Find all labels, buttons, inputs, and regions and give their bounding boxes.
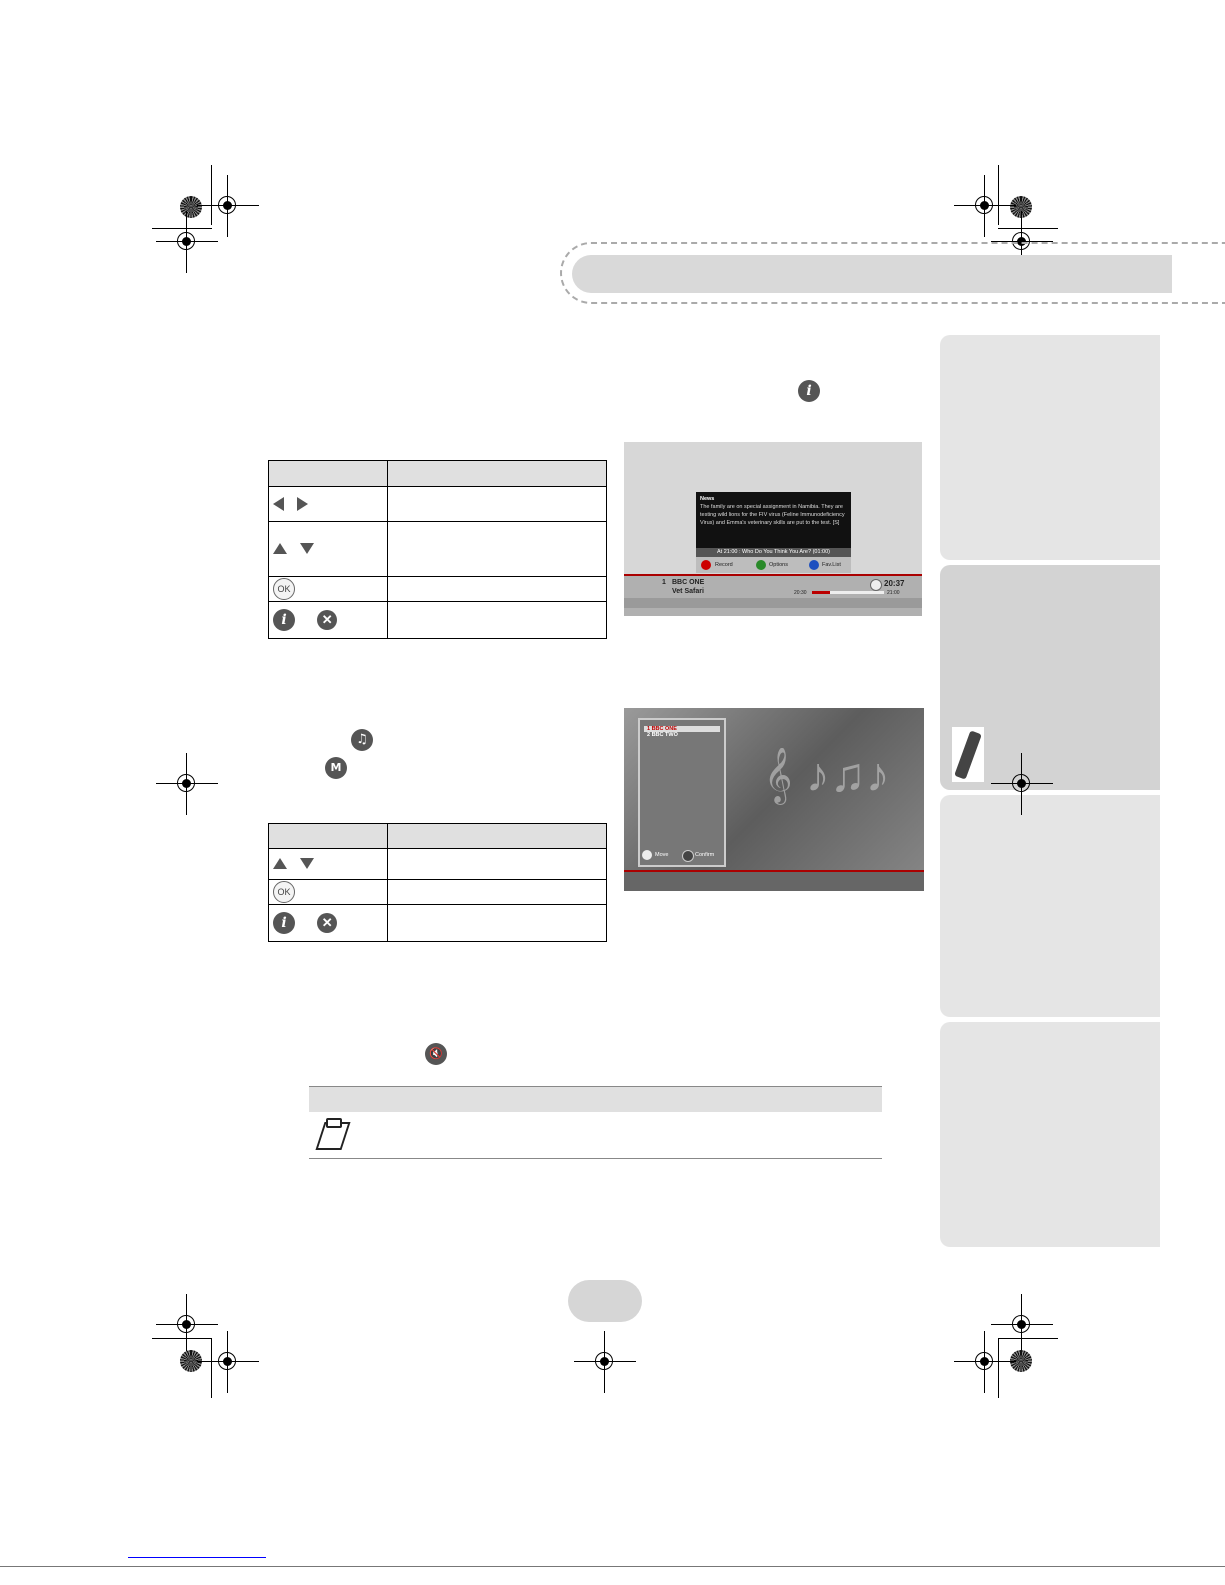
- crop-line: [998, 165, 999, 225]
- side-tab-3: [940, 795, 1160, 1017]
- registration-mark: [170, 1308, 204, 1342]
- close-icon: ✕: [317, 610, 337, 630]
- down-arrow-icon: [300, 858, 314, 869]
- registration-mark: [211, 189, 245, 223]
- confirm-label: Confirm: [695, 852, 715, 858]
- action-bar: [696, 557, 851, 573]
- left-arrow-icon: [273, 497, 284, 511]
- clock-icon: [870, 579, 882, 591]
- programme-name: Vet Safari: [672, 588, 704, 595]
- table-header-row: [269, 461, 607, 487]
- menu-m-icon: M: [325, 757, 347, 779]
- radio-list-screenshot: [624, 708, 924, 891]
- registration-mark: [588, 1345, 622, 1379]
- info-icon: i: [273, 609, 295, 631]
- registration-mark: [170, 225, 204, 259]
- confirm-icon: [682, 850, 694, 862]
- up-arrow-icon: [273, 858, 287, 869]
- move-label: Move: [655, 852, 669, 858]
- record-icon: [701, 560, 711, 570]
- footer-link-underline: [128, 1557, 266, 1558]
- header-banner: [572, 255, 1172, 293]
- options-label: Options: [769, 562, 788, 568]
- crop-line: [998, 228, 1058, 229]
- popup-title: News: [700, 496, 715, 502]
- progress-bar: [812, 591, 884, 594]
- music-note-icon: ♫: [351, 729, 373, 751]
- music-notes-art: 𝄞 ♪♫♪: [764, 749, 890, 802]
- start-time: 20:30: [794, 590, 807, 596]
- programme-info-popup: [696, 492, 851, 550]
- info-icon: i: [273, 912, 295, 934]
- remote-control-icon: [952, 727, 984, 782]
- side-tab-1: [940, 335, 1160, 560]
- table-row: [269, 577, 607, 602]
- table-row: [269, 849, 607, 880]
- footer-rule: [0, 1566, 1225, 1567]
- crop-line: [152, 228, 212, 229]
- channel-bar: [624, 574, 922, 616]
- registration-mark: [1005, 767, 1039, 801]
- close-icon: ✕: [317, 913, 337, 933]
- crop-line: [211, 1338, 212, 1398]
- registration-mark: [170, 767, 204, 801]
- table-row: [269, 905, 607, 942]
- bottom-strip: [624, 872, 924, 891]
- registration-mark: [211, 1345, 245, 1379]
- channel-name: BBC ONE: [672, 579, 705, 586]
- right-arrow-icon: [297, 497, 308, 511]
- page-number-badge: [568, 1280, 642, 1322]
- list-footer: [638, 848, 726, 862]
- note-bottom-rule: [309, 1158, 882, 1159]
- crop-line: [211, 165, 212, 225]
- info-banner-screenshot: [624, 442, 922, 614]
- table-row: [269, 602, 607, 639]
- table-row: [269, 487, 607, 522]
- list-item-selected[interactable]: 1 BBC ONE: [644, 726, 720, 732]
- table-row: [269, 880, 607, 905]
- registration-mark: [968, 1345, 1002, 1379]
- registration-mark: [968, 189, 1002, 223]
- favlist-label: Fav.List: [822, 562, 841, 568]
- popup-text: The family are on special assignment in Namibia. They are testing wild lions for the FIV virus (Feline Immunodeficiency Virus) and Emma's veterinary skills are put to the test. [S]: [700, 504, 845, 526]
- registration-mark: [1005, 1308, 1039, 1342]
- record-label: Record: [715, 562, 733, 568]
- options-icon: [756, 560, 766, 570]
- table-row: [269, 522, 607, 577]
- up-arrow-icon: [273, 543, 287, 554]
- list-item[interactable]: 2 BBC TWO: [647, 732, 678, 738]
- channel-number: 1: [662, 579, 666, 586]
- next-programme-bar: At 21:00 : Who Do You Think You Are? (01:00): [696, 548, 851, 557]
- side-tab-4: [940, 1022, 1160, 1247]
- key-table-2: [268, 823, 607, 942]
- channel-list-panel: [638, 718, 726, 867]
- clock-time: 20:37: [884, 579, 905, 588]
- ok-icon: OK: [273, 881, 295, 903]
- table-header-row: [269, 824, 607, 849]
- ok-icon: OK: [273, 578, 295, 600]
- note-clipboard-icon: [314, 1118, 348, 1148]
- crop-line: [998, 1338, 999, 1398]
- move-icon: [642, 850, 652, 860]
- note-header: [309, 1086, 882, 1112]
- crop-line: [152, 1338, 212, 1339]
- crop-line: [998, 1338, 1058, 1339]
- end-time: 21:00: [887, 590, 900, 596]
- info-icon: i: [798, 380, 820, 402]
- status-strip: [624, 598, 922, 608]
- down-arrow-icon: [300, 543, 314, 554]
- key-table-1: [268, 460, 607, 639]
- side-tab-2: [940, 565, 1160, 790]
- favlist-icon: [809, 560, 819, 570]
- registration-star: [180, 196, 202, 218]
- mute-icon: 🔇: [425, 1043, 447, 1065]
